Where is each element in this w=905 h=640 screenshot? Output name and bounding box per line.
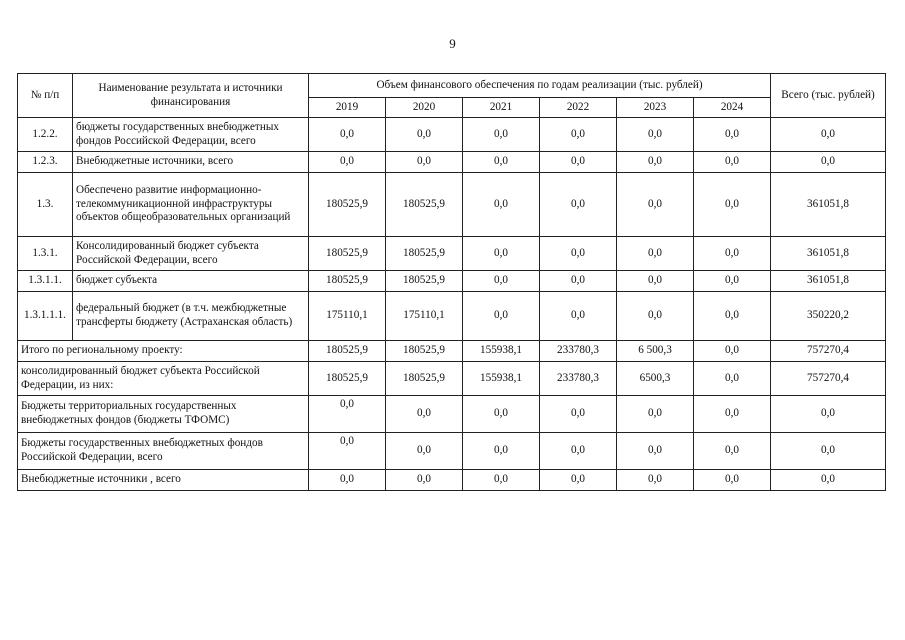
row-value: 0,0 (540, 118, 617, 152)
row-value: 180525,9 (309, 341, 386, 362)
row-value: 0,0 (617, 271, 694, 292)
header-year: 2019 (309, 98, 386, 118)
row-total: 350220,2 (771, 292, 886, 341)
row-value: 180525,9 (309, 271, 386, 292)
row-total: 0,0 (771, 118, 886, 152)
header-year: 2023 (617, 98, 694, 118)
header-name: Наименование результата и источники финансирования (73, 74, 309, 118)
row-value: 0,0 (386, 396, 463, 433)
row-value: 0,0 (309, 433, 386, 470)
row-value: 0,0 (463, 470, 540, 491)
row-value: 6 500,3 (617, 341, 694, 362)
row-name: Обеспечено развитие информационно-телекоммуникационной инфраструктуры объектов общеобразовательных организаций (73, 173, 309, 237)
row-value: 0,0 (386, 118, 463, 152)
row-total: 361051,8 (771, 173, 886, 237)
row-value: 0,0 (540, 173, 617, 237)
row-value: 0,0 (694, 341, 771, 362)
row-total: 757270,4 (771, 362, 886, 396)
row-value: 180525,9 (309, 362, 386, 396)
row-value: 0,0 (694, 152, 771, 173)
row-total: 361051,8 (771, 237, 886, 271)
row-value: 0,0 (386, 470, 463, 491)
row-value: 0,0 (463, 396, 540, 433)
row-num: 1.3.1.1. (18, 271, 73, 292)
row-value: 0,0 (463, 271, 540, 292)
row-value: 180525,9 (386, 237, 463, 271)
row-total: 0,0 (771, 396, 886, 433)
row-value: 0,0 (617, 470, 694, 491)
row-value: 0,0 (694, 237, 771, 271)
table-row (18, 237, 886, 271)
table-row (18, 152, 886, 173)
row-total: 0,0 (771, 152, 886, 173)
header-year: 2024 (694, 98, 771, 118)
row-value: 0,0 (386, 152, 463, 173)
row-value: 0,0 (309, 470, 386, 491)
row-value: 180525,9 (386, 271, 463, 292)
summary-row (18, 396, 886, 433)
row-value: 0,0 (617, 152, 694, 173)
row-value: 0,0 (309, 118, 386, 152)
row-value: 0,0 (540, 292, 617, 341)
row-num: 1.3. (18, 173, 73, 237)
financing-table (17, 73, 886, 491)
summary-row (18, 470, 886, 491)
row-value: 0,0 (540, 433, 617, 470)
row-total: 757270,4 (771, 341, 886, 362)
row-value: 180525,9 (386, 173, 463, 237)
row-value: 175110,1 (309, 292, 386, 341)
summary-name: Бюджеты территориальных государственных внебюджетных фондов (бюджеты ТФОМС) (18, 396, 309, 433)
header-year: 2021 (463, 98, 540, 118)
row-total: 0,0 (771, 470, 886, 491)
row-value: 0,0 (463, 118, 540, 152)
row-num: 1.2.3. (18, 152, 73, 173)
row-value: 0,0 (463, 433, 540, 470)
row-value: 0,0 (617, 118, 694, 152)
header-year: 2020 (386, 98, 463, 118)
row-value: 180525,9 (386, 362, 463, 396)
row-value: 233780,3 (540, 341, 617, 362)
row-num: 1.2.2. (18, 118, 73, 152)
row-value: 0,0 (309, 396, 386, 433)
row-name: Внебюджетные источники, всего (73, 152, 309, 173)
row-value: 233780,3 (540, 362, 617, 396)
header-volume: Объем финансового обеспечения по годам реализации (тыс. рублей) (309, 74, 771, 98)
row-value: 0,0 (694, 292, 771, 341)
row-value: 6500,3 (617, 362, 694, 396)
header-total: Всего (тыс. рублей) (771, 74, 886, 118)
row-value: 0,0 (540, 237, 617, 271)
summary-name: Внебюджетные источники , всего (18, 470, 309, 491)
row-value: 0,0 (694, 173, 771, 237)
summary-name: Бюджеты государственных внебюджетных фондов Российской Федерации, всего (18, 433, 309, 470)
row-value: 0,0 (463, 152, 540, 173)
table-row (18, 292, 886, 341)
row-value: 0,0 (386, 433, 463, 470)
row-value: 180525,9 (309, 237, 386, 271)
row-value: 0,0 (694, 118, 771, 152)
row-value: 0,0 (617, 292, 694, 341)
row-value: 0,0 (617, 173, 694, 237)
table-row (18, 118, 886, 152)
row-value: 0,0 (617, 396, 694, 433)
row-value: 175110,1 (386, 292, 463, 341)
row-value: 0,0 (694, 362, 771, 396)
header-num: № п/п (18, 74, 73, 118)
row-num: 1.3.1. (18, 237, 73, 271)
row-name: бюджеты государственных внебюджетных фондов Российской Федерации, всего (73, 118, 309, 152)
summary-row (18, 341, 886, 362)
summary-row (18, 433, 886, 470)
row-value: 0,0 (617, 237, 694, 271)
row-value: 0,0 (540, 396, 617, 433)
row-value: 0,0 (540, 470, 617, 491)
row-value: 0,0 (694, 396, 771, 433)
row-num: 1.3.1.1.1. (18, 292, 73, 341)
row-value: 0,0 (694, 470, 771, 491)
row-total: 361051,8 (771, 271, 886, 292)
row-value: 0,0 (694, 433, 771, 470)
row-name: Консолидированный бюджет субъекта Российской Федерации, всего (73, 237, 309, 271)
row-value: 155938,1 (463, 341, 540, 362)
row-value: 0,0 (463, 237, 540, 271)
row-value: 0,0 (540, 271, 617, 292)
row-value: 0,0 (617, 433, 694, 470)
row-value: 0,0 (463, 173, 540, 237)
summary-row (18, 362, 886, 396)
page-number: 9 (449, 36, 456, 51)
summary-name: консолидированный бюджет субъекта Российской Федерации, из них: (18, 362, 309, 396)
row-name: федеральный бюджет (в т.ч. межбюджетные трансферты бюджету (Астраханская область) (73, 292, 309, 341)
row-value: 0,0 (540, 152, 617, 173)
table-row (18, 173, 886, 237)
header-year: 2022 (540, 98, 617, 118)
row-total: 0,0 (771, 433, 886, 470)
row-value: 0,0 (309, 152, 386, 173)
row-value: 155938,1 (463, 362, 540, 396)
table-row (18, 271, 886, 292)
row-value: 0,0 (694, 271, 771, 292)
row-value: 180525,9 (386, 341, 463, 362)
summary-name: Итого по региональному проекту: (18, 341, 309, 362)
row-value: 0,0 (463, 292, 540, 341)
row-name: бюджет субъекта (73, 271, 309, 292)
row-value: 180525,9 (309, 173, 386, 237)
